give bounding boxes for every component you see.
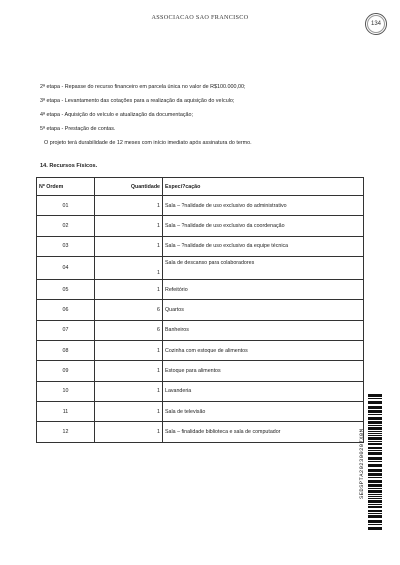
- row-spec: Refeitório: [163, 280, 364, 300]
- barcode-bar: [368, 447, 382, 449]
- row-order: 05: [37, 280, 95, 300]
- barcode-bar: [368, 441, 382, 442]
- row-quantity: 1: [95, 381, 163, 401]
- barcode-bar: [368, 500, 382, 503]
- row-order: 07: [37, 320, 95, 340]
- row-order: 08: [37, 341, 95, 361]
- barcode-bar: [368, 421, 382, 424]
- row-spec: Sala – ?nalidade de uso exclusivo da equipe técnica: [163, 236, 364, 256]
- table-row: [37, 401, 364, 421]
- barcode-bar: [368, 477, 382, 478]
- barcode-bar: [368, 473, 382, 476]
- table-row: [37, 236, 364, 256]
- header-quantity: Quantidade: [95, 178, 163, 196]
- row-spec: Sala – finalidade biblioteca e sala de computador: [163, 422, 364, 442]
- row-quantity: 1: [95, 422, 163, 442]
- document-header: ASSOCIACAO SAO FRANCISCO: [151, 14, 249, 21]
- barcode-bar: [368, 457, 382, 460]
- barcode-bar: [368, 394, 382, 397]
- barcode-bar: [368, 480, 382, 483]
- barcode-bar: [368, 484, 382, 487]
- row-order: 04: [37, 256, 95, 279]
- table-row: [37, 381, 364, 401]
- row-spec: Cozinha com estoque de alimentos: [163, 341, 364, 361]
- paragraph-duration: O projeto terá durabilidade de 12 meses com início imediato após assinatura do termo.: [44, 140, 252, 146]
- barcode-bar: [368, 398, 382, 399]
- barcode-bar: [368, 443, 382, 445]
- barcode-bar: [368, 431, 382, 432]
- barcode-bar: [368, 510, 382, 512]
- page-number: 134: [370, 21, 381, 27]
- table-row: [37, 280, 364, 300]
- barcode-bar: [368, 452, 382, 455]
- barcode-bar: [368, 520, 382, 523]
- barcode-bar: [368, 450, 382, 451]
- header-order: Nº Ordem: [37, 178, 95, 196]
- row-spec: Sala – ?nalidade de uso exclusivo da coordenação: [163, 216, 364, 236]
- barcode-bar: [368, 506, 382, 508]
- paragraph-stage-4: 4ª etapa - Aquisição do veículo e atualização da documentação;: [40, 112, 194, 118]
- resources-table: [36, 177, 364, 443]
- paragraph-stage-2: 2ª etapa - Repasse do recurso financeiro em parcela única no valor de R$100.000,00;: [40, 84, 246, 90]
- barcode-bar: [368, 515, 382, 518]
- barcode-bar: [368, 461, 382, 462]
- barcode-bar: [368, 414, 382, 415]
- row-quantity: 1: [95, 401, 163, 421]
- barcode-bar: [368, 469, 382, 472]
- row-spec: Sala de televisão: [163, 401, 364, 421]
- row-quantity: 6: [95, 300, 163, 320]
- barcode-bar: [368, 406, 382, 409]
- barcode-bar: [368, 437, 382, 440]
- row-order: 06: [37, 300, 95, 320]
- barcode-bar: [368, 488, 382, 489]
- stage-paragraphs: [40, 84, 370, 154]
- barcode-bar: [368, 513, 382, 514]
- page-stamp: [365, 13, 387, 35]
- table-row: [37, 320, 364, 340]
- row-quantity: 1: [95, 256, 163, 279]
- barcode: [368, 394, 382, 534]
- section-title: 14. Recursos Físicos.: [40, 163, 98, 169]
- row-order: 09: [37, 361, 95, 381]
- row-spec: Quartos: [163, 300, 364, 320]
- row-order: 10: [37, 381, 95, 401]
- barcode-bar: [368, 490, 382, 493]
- barcode-bar: [368, 504, 382, 505]
- table-row: [37, 341, 364, 361]
- row-spec: Estoque para alimentos: [163, 361, 364, 381]
- paragraph-stage-3: 3ª etapa - Levantamento das cotações para a realização da aquisição do veículo;: [40, 98, 235, 104]
- barcode-bar: [368, 527, 382, 530]
- row-quantity: 1: [95, 236, 163, 256]
- barcode-bar: [368, 427, 382, 430]
- row-spec: Lavanderia: [163, 381, 364, 401]
- barcode-bar: [368, 425, 382, 426]
- row-order: 03: [37, 236, 95, 256]
- row-order: 12: [37, 422, 95, 442]
- table-row: [37, 216, 364, 236]
- row-quantity: 1: [95, 280, 163, 300]
- barcode-bar: [368, 433, 382, 434]
- row-order: 02: [37, 216, 95, 236]
- table-row: [37, 256, 364, 279]
- barcode-bar: [368, 464, 382, 467]
- barcode-bar: [368, 410, 382, 413]
- barcode-bar: [368, 401, 382, 404]
- barcode-bar: [368, 435, 382, 436]
- table-row: [37, 300, 364, 320]
- row-quantity: 1: [95, 361, 163, 381]
- table-row: [37, 196, 364, 216]
- row-spec: Banheiros: [163, 320, 364, 340]
- row-quantity: 6: [95, 320, 163, 340]
- barcode-bar: [368, 496, 382, 497]
- paragraph-stage-5: 5ª etapa - Prestação de contas.: [40, 126, 116, 132]
- barcode-bar: [368, 524, 382, 525]
- barcode-bar: [368, 494, 382, 495]
- row-quantity: 1: [95, 341, 163, 361]
- row-order: 11: [37, 401, 95, 421]
- table-header-row: [37, 178, 364, 196]
- barcode-bar: [368, 417, 382, 420]
- table-row: [37, 361, 364, 381]
- row-spec: Sala – ?nalidade de uso exclusivo do administrativo: [163, 196, 364, 216]
- row-spec: Sala de descanso para colaboradores: [163, 256, 364, 279]
- header-spec: Especi?cação: [163, 178, 364, 196]
- row-quantity: 1: [95, 196, 163, 216]
- row-order: 01: [37, 196, 95, 216]
- page-stamp-inner: [367, 15, 385, 33]
- barcode-label: SEDSPTA202300207X0M: [358, 428, 365, 500]
- barcode-bar: [368, 498, 382, 499]
- row-quantity: 1: [95, 216, 163, 236]
- table-row: [37, 422, 364, 442]
